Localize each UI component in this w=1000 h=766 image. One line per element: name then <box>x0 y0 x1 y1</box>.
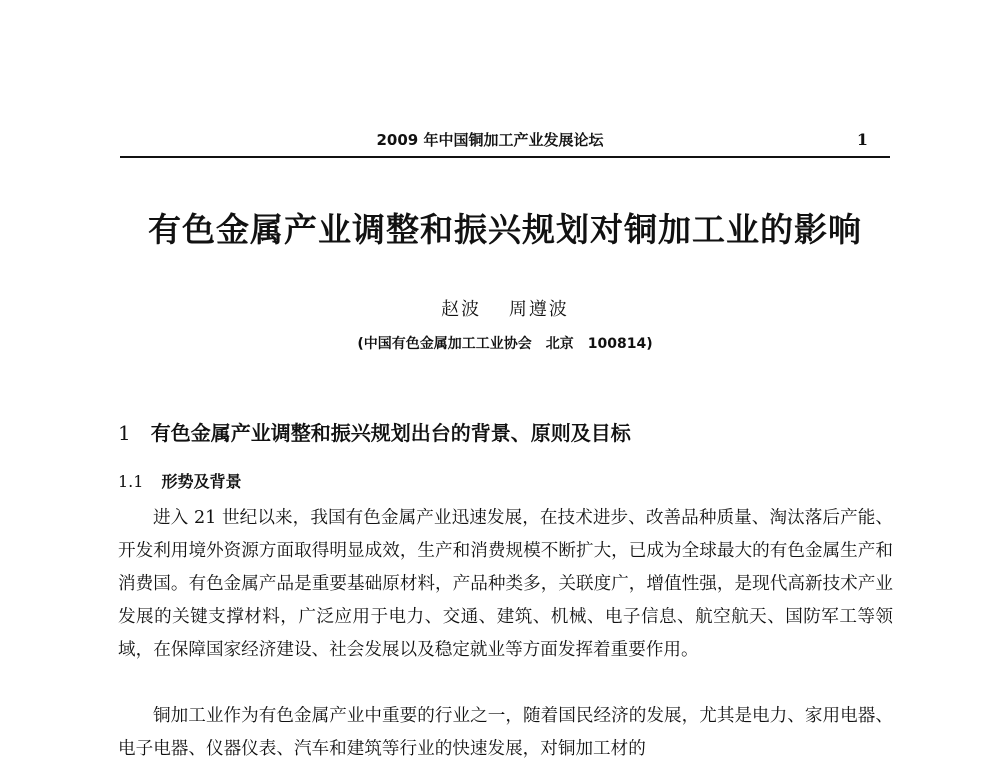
authors <box>120 297 890 323</box>
subsection-number: 1.1 <box>118 472 144 491</box>
body-paragraph: 进入 21 世纪以来，我国有色金属产业迅速发展，在技术进步、改善品种质量、淘汰落后产能、开发利用境外资源方面取得明显成效，生产和消费规模不断扩大，已成为全球最大的有色金属生产和消费国。有色金属产品是重要基础原材料，产品种类多，关联度广，增值性强，是现代高新技术产业发展的关键支撑材料，广泛应用于电力、交通、建筑、机械、电子信息、航空航天、国防军工等领域，在保障国家经济建设、社会发展以及稳定就业等方面发挥着重要作用。 <box>118 508 893 660</box>
running-header <box>120 128 890 152</box>
section-number: 1 <box>118 421 131 445</box>
subsection-heading <box>118 469 898 495</box>
header-rule <box>120 156 890 158</box>
subsection-title: 形势及背景 <box>161 472 242 491</box>
header-title: 2009 年中国铜加工产业发展论坛 <box>376 131 604 149</box>
body-paragraph: 铜加工业作为有色金属产业中重要的行业之一，随着国民经济的发展，尤其是电力、家用电器、电子电器、仪器仪表、汽车和建筑等行业的快速发展，对铜加工材的 <box>118 706 893 759</box>
author-name: 周遵波 <box>508 299 569 320</box>
paper-title: 有色金属产业调整和振兴规划对铜加工业的影响 <box>148 210 862 249</box>
author-name: 赵波 <box>441 299 482 320</box>
section-title: 有色金属产业调整和振兴规划出台的背景、原则及目标 <box>150 421 631 445</box>
affiliation: (中国有色金属加工工业协会 北京 100814) <box>357 336 653 352</box>
page-number: 1 <box>856 130 868 149</box>
section-heading <box>118 418 898 448</box>
